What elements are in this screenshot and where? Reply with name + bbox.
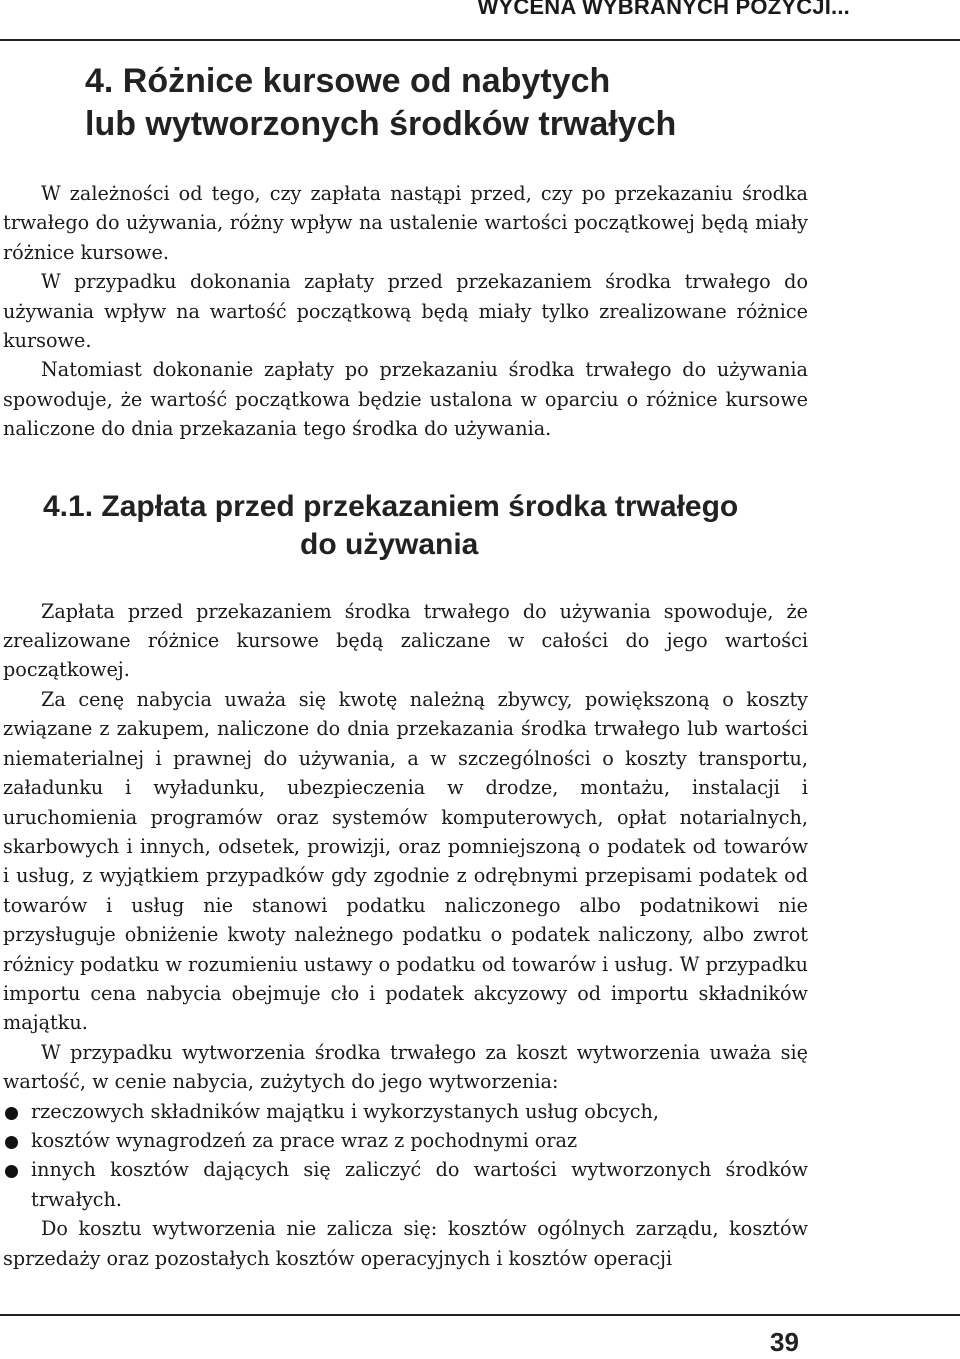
section-title <box>3 488 808 564</box>
bullet-icon <box>5 1136 18 1149</box>
running-head: WYCENA WYBRANYCH POZYCJI... <box>477 0 850 19</box>
chapter-title-line2: lub wytworzonych środków trwałych <box>85 105 677 143</box>
chapter-paragraph-1: W zależności od tego, czy zapłata nastąpi przed, czy po przekazaniu środka trwałego do używania, różny wpływ na ustalenie wartości początkowej będą miały różnice kursowe. <box>3 182 808 264</box>
list-item <box>3 1126 808 1155</box>
chapter-paragraph-2: W przypadku dokonania zapłaty przed przekazaniem środka trwałego do używania wpływ na wartość początkową będą miały tylko zrealizowane różnice kursowe. <box>3 270 808 353</box>
section-title-line2: do używania <box>300 527 479 561</box>
bullet-icon <box>5 1107 18 1120</box>
list-item <box>3 1097 808 1126</box>
footer-rule <box>0 1314 960 1316</box>
list-item-text: innych kosztów dających się zaliczyć do wartości wytworzonych środków trwałych. <box>31 1158 808 1211</box>
list-item-text: kosztów wynagrodzeń za prace wraz z pochodnymi oraz <box>31 1128 578 1152</box>
page-number: 39 <box>770 1327 799 1357</box>
list-item-text: rzeczowych składników majątku i wykorzystanych usług obcych, <box>31 1099 659 1123</box>
chapter-paragraph-3: Natomiast dokonanie zapłaty po przekazaniu środka trwałego do używania spowoduje, że wartość początkowa będzie ustalona w oparciu o różnice kursowe naliczone do dnia przekazania tego środka do używania. <box>3 358 808 441</box>
bullet-list <box>3 1097 808 1215</box>
section-title-line1: 4.1. Zapłata przed przekazaniem środka trwałego <box>43 489 739 523</box>
closing-paragraph: Do kosztu wytworzenia nie zalicza się: kosztów ogólnych zarządu, kosztów sprzedaży oraz pozostałych kosztów operacyjnych i kosztów operacji <box>3 1217 808 1270</box>
header-rule <box>0 39 960 41</box>
section-paragraph-3: W przypadku wytworzenia środka trwałego za koszt wytworzenia uważa się wartość, w cenie nabycia, zużytych do jego wytworzenia: <box>3 1040 808 1094</box>
chapter-title <box>3 60 808 146</box>
page-content <box>3 60 808 1273</box>
bullet-icon <box>5 1165 18 1178</box>
section-paragraph-1: Zapłata przed przekazaniem środka trwałego do używania spowoduje, że zrealizowane różnice kursowe będą zaliczane w całości do jego wartości początkowej. <box>3 599 808 682</box>
section-paragraph-2: Za cenę nabycia uważa się kwotę należną zbywcy, powiększoną o koszty związane z zakupem, naliczone do dnia przekazania środka trwałego lub wartości niematerialnej i prawnej do używania, a w szczególności o koszty transportu, załadunku i wyładunku, ubezpieczenia w drodze, montażu, instalacji i uruchomienia programów oraz systemów komputerowych, opłat notarialnych, skarbowych i innych, odsetek, prowizji, oraz pomniejszoną o podatek od towarów i usług, z wyjątkiem przypadków gdy zgodnie z odrębnymi przepisami podatek od towarów i usług nie stanowi podatku naliczonego albo podatnikowi nie przysługuje obniżenie kwoty należnego podatku o podatek naliczony, albo zwrot różnicy podatku w rozumieniu ustawy o podatku od towarów i usług. W przypadku importu cena nabycia obejmuje cło i podatek akcyzowy od importu składników majątku. <box>3 687 808 1035</box>
chapter-title-line1: 4. Różnice kursowe od nabytych <box>85 62 611 100</box>
list-item <box>3 1155 808 1214</box>
